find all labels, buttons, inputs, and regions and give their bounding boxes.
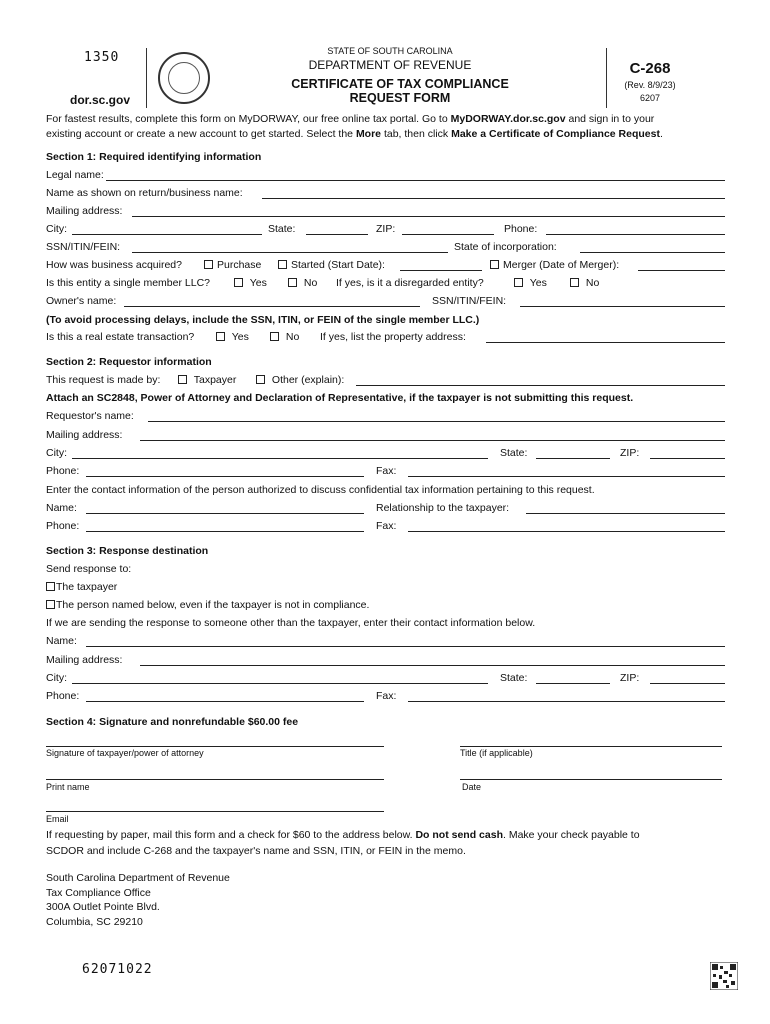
state-name: STATE OF SOUTH CAROLINA bbox=[327, 46, 453, 56]
section2-title: Section 2: Requestor information bbox=[46, 356, 212, 368]
state-inc-label: State of incorporation: bbox=[454, 241, 557, 253]
state-label: State: bbox=[268, 223, 296, 235]
phone-field[interactable] bbox=[546, 234, 725, 235]
s3-phone-field[interactable] bbox=[86, 701, 364, 702]
llc-no-checkbox[interactable] bbox=[288, 278, 297, 287]
send-to-label: Send response to: bbox=[46, 563, 132, 575]
acquired-question: How was business acquired? bbox=[46, 259, 182, 271]
qr-code-icon bbox=[710, 962, 738, 990]
email-field[interactable] bbox=[46, 811, 384, 812]
llc-no-option[interactable]: No bbox=[288, 277, 317, 289]
state-seal-icon bbox=[158, 52, 210, 104]
taxpayer-checkbox[interactable] bbox=[178, 375, 187, 384]
merger-checkbox[interactable] bbox=[490, 260, 499, 269]
form-title-line1: CERTIFICATE OF TAX COMPLIANCE bbox=[291, 77, 509, 91]
llc-yes-checkbox[interactable] bbox=[234, 278, 243, 287]
s2-contact-phone-row bbox=[46, 520, 725, 534]
send-person-option[interactable]: The person named below, even if the taxpayer is not in compliance. bbox=[46, 599, 369, 611]
s2-city-label: City: bbox=[46, 447, 67, 459]
state-field[interactable] bbox=[306, 234, 368, 235]
llc-question: Is this entity a single member LLC? bbox=[46, 277, 210, 289]
header-divider-left bbox=[146, 48, 147, 108]
title-label: Title (if applicable) bbox=[460, 748, 533, 758]
legal-name-row bbox=[46, 169, 725, 183]
disregarded-yes-option[interactable]: Yes bbox=[514, 277, 547, 289]
header-divider-right bbox=[606, 48, 607, 108]
s2-contact-phone-label: Phone: bbox=[46, 520, 80, 532]
intro-line2: existing account or create a new account to get started. Select the More tab, then click Make a Certificate of Compliance Request. bbox=[46, 128, 663, 140]
revision-date: (Rev. 8/9/23) bbox=[624, 80, 676, 90]
purchase-checkbox[interactable] bbox=[204, 260, 213, 269]
phone-label: Phone: bbox=[504, 223, 538, 235]
s3-mailing-label: Mailing address: bbox=[46, 654, 123, 666]
disregarded-no-checkbox[interactable] bbox=[570, 278, 579, 287]
s2-state-field[interactable] bbox=[536, 458, 610, 459]
requestor-name-label: Requestor's name: bbox=[46, 410, 134, 422]
website: dor.sc.gov bbox=[70, 93, 131, 107]
print-name-label: Print name bbox=[46, 782, 90, 792]
form-number: C-268 bbox=[629, 60, 671, 77]
llc-row bbox=[46, 277, 725, 291]
signature-field[interactable] bbox=[46, 746, 384, 747]
s3-fax-field[interactable] bbox=[408, 701, 725, 702]
owner-ssn-label: SSN/ITIN/FEIN: bbox=[432, 295, 507, 307]
other-explain-field[interactable] bbox=[356, 385, 725, 386]
section1-title: Section 1: Required identifying information bbox=[46, 151, 262, 163]
section3-title: Section 3: Response destination bbox=[46, 545, 209, 557]
disregarded-yes-checkbox[interactable] bbox=[514, 278, 523, 287]
if-sending-note: If we are sending the response to someone other than the taxpayer, enter their contact information below. bbox=[46, 617, 536, 629]
ssn-label: SSN/ITIN/FEIN: bbox=[46, 241, 121, 253]
signature-label: Signature of taxpayer/power of attorney bbox=[46, 748, 204, 758]
legal-name-field[interactable] bbox=[106, 180, 725, 181]
zip-label: ZIP: bbox=[376, 223, 396, 235]
llc-yes-option[interactable]: Yes bbox=[234, 277, 267, 289]
business-name-label: Name as shown on return/business name: bbox=[46, 187, 243, 199]
email-label: Email bbox=[46, 814, 69, 824]
real-estate-yes-checkbox[interactable] bbox=[216, 332, 225, 341]
relationship-label: Relationship to the taxpayer: bbox=[376, 502, 510, 514]
date-field[interactable] bbox=[460, 779, 722, 780]
s3-phone-label: Phone: bbox=[46, 690, 80, 702]
s3-name-field[interactable] bbox=[86, 646, 725, 647]
property-label: If yes, list the property address: bbox=[320, 331, 466, 343]
started-option[interactable]: Started (Start Date): bbox=[278, 259, 385, 271]
s2-contact-name-label: Name: bbox=[46, 502, 77, 514]
disregarded-no-option[interactable]: No bbox=[570, 277, 599, 289]
s3-zip-field[interactable] bbox=[650, 683, 725, 684]
s3-state-label: State: bbox=[500, 672, 528, 684]
s3-mailing-field[interactable] bbox=[140, 665, 725, 666]
requestor-name-field[interactable] bbox=[148, 421, 725, 422]
s2-phone-field[interactable] bbox=[86, 476, 364, 477]
s2-phone-label: Phone: bbox=[46, 465, 80, 477]
s3-city-row bbox=[46, 672, 725, 686]
s2-fax-field[interactable] bbox=[408, 476, 725, 477]
s3-zip-label: ZIP: bbox=[620, 672, 640, 684]
real-estate-yes-option[interactable]: Yes bbox=[216, 331, 249, 343]
attach-note: Attach an SC2848, Power of Attorney and Declaration of Representative, if the taxpayer is not submitting this request. bbox=[46, 392, 634, 404]
address-line4: Columbia, SC 29210 bbox=[46, 915, 143, 928]
ssn-row bbox=[46, 241, 725, 255]
barcode-number: 62071022 bbox=[82, 962, 153, 977]
title-field[interactable] bbox=[460, 746, 722, 747]
s2-contact-name-row bbox=[46, 502, 725, 516]
city-label: City: bbox=[46, 223, 67, 235]
contact-info-note: Enter the contact information of the person authorized to discuss confidential tax information pertaining to this request. bbox=[46, 484, 595, 496]
paper-instructions-line2: SCDOR and include C-268 and the taxpayer's name and SSN, ITIN, or FEIN in the memo. bbox=[46, 845, 466, 857]
requestor-name-row bbox=[46, 410, 725, 424]
mailing-row bbox=[46, 205, 725, 219]
address-line1: South Carolina Department of Revenue bbox=[46, 872, 230, 884]
merger-option[interactable]: Merger (Date of Merger): bbox=[490, 259, 619, 271]
s2-contact-fax-field[interactable] bbox=[408, 531, 725, 532]
property-field[interactable] bbox=[486, 342, 725, 343]
s3-city-field[interactable] bbox=[72, 683, 488, 684]
s2-zip-label: ZIP: bbox=[620, 447, 640, 459]
s2-mailing-field[interactable] bbox=[140, 440, 725, 441]
ssn-field[interactable] bbox=[132, 252, 448, 253]
s3-city-label: City: bbox=[46, 672, 67, 684]
s3-phone-row bbox=[46, 690, 725, 704]
s2-mailing-label: Mailing address: bbox=[46, 429, 123, 441]
s2-fax-label: Fax: bbox=[376, 465, 397, 477]
date-label: Date bbox=[462, 782, 482, 792]
real-estate-no-option[interactable]: No bbox=[270, 331, 299, 343]
section4-title: Section 4: Signature and nonrefundable $60.00 fee bbox=[46, 716, 299, 728]
made-by-row bbox=[46, 374, 725, 388]
send-person-checkbox[interactable] bbox=[46, 600, 55, 609]
merger-date-field[interactable] bbox=[638, 270, 725, 271]
paper-instructions-line1: If requesting by paper, mail this form and a check for $60 to the address below. Do not send cash. Make your check payable to bbox=[46, 829, 640, 841]
s3-name-label: Name: bbox=[46, 635, 77, 647]
owner-ssn-field[interactable] bbox=[520, 306, 725, 307]
s2-contact-fax-label: Fax: bbox=[376, 520, 397, 532]
send-taxpayer-option[interactable]: The taxpayer bbox=[46, 581, 117, 593]
purchase-option[interactable]: Purchase bbox=[204, 259, 261, 271]
city-row bbox=[46, 223, 725, 237]
real-estate-question: Is this a real estate transaction? bbox=[46, 331, 195, 343]
department-name: DEPARTMENT OF REVENUE bbox=[308, 58, 472, 72]
s2-zip-field[interactable] bbox=[650, 458, 725, 459]
real-estate-row bbox=[46, 331, 725, 345]
mailing-label: Mailing address: bbox=[46, 205, 123, 217]
avoid-delays-note: (To avoid processing delays, include the SSN, ITIN, or FEIN of the single member LLC.) bbox=[46, 314, 480, 326]
s2-contact-name-field[interactable] bbox=[86, 513, 364, 514]
s2-city-field[interactable] bbox=[72, 458, 488, 459]
disregarded-question: If yes, is it a disregarded entity? bbox=[336, 277, 484, 289]
address-line3: 300A Outlet Pointe Blvd. bbox=[46, 901, 160, 913]
form-code: 1350 bbox=[84, 50, 120, 65]
zip-field[interactable] bbox=[402, 234, 494, 235]
city-field[interactable] bbox=[72, 234, 262, 235]
send-taxpayer-checkbox[interactable] bbox=[46, 582, 55, 591]
other-checkbox[interactable] bbox=[256, 375, 265, 384]
s3-mailing-row bbox=[46, 654, 725, 668]
s3-state-field[interactable] bbox=[536, 683, 610, 684]
owner-field[interactable] bbox=[124, 306, 420, 307]
taxpayer-option[interactable]: Taxpayer bbox=[178, 374, 236, 386]
start-date-field[interactable] bbox=[400, 270, 482, 271]
acquired-row bbox=[46, 259, 725, 273]
made-by-label: This request is made by: bbox=[46, 374, 161, 386]
s2-state-label: State: bbox=[500, 447, 528, 459]
intro-line1: For fastest results, complete this form on MyDORWAY, our free online tax portal. Go to MyDORWAY.dor.sc.gov and sign in to your bbox=[46, 113, 655, 125]
print-name-field[interactable] bbox=[46, 779, 384, 780]
s2-mailing-row bbox=[46, 429, 725, 443]
mailing-field[interactable] bbox=[132, 216, 725, 217]
other-option[interactable]: Other (explain): bbox=[256, 374, 344, 386]
s2-city-row bbox=[46, 447, 725, 461]
state-inc-field[interactable] bbox=[580, 252, 725, 253]
address-line2: Tax Compliance Office bbox=[46, 886, 151, 899]
s2-contact-phone-field[interactable] bbox=[86, 531, 364, 532]
business-name-row bbox=[46, 187, 725, 201]
form-code-2: 6207 bbox=[639, 93, 661, 103]
s3-fax-label: Fax: bbox=[376, 690, 397, 702]
business-name-field[interactable] bbox=[262, 198, 725, 199]
mailing-address-block bbox=[46, 871, 230, 929]
form-title-line2: REQUEST FORM bbox=[349, 91, 451, 105]
legal-name-label: Legal name: bbox=[46, 169, 104, 181]
owner-label: Owner's name: bbox=[46, 295, 117, 307]
s3-name-row bbox=[46, 635, 725, 649]
real-estate-no-checkbox[interactable] bbox=[270, 332, 279, 341]
s2-phone-row bbox=[46, 465, 725, 479]
owner-row bbox=[46, 295, 725, 309]
relationship-field[interactable] bbox=[526, 513, 725, 514]
started-checkbox[interactable] bbox=[278, 260, 287, 269]
